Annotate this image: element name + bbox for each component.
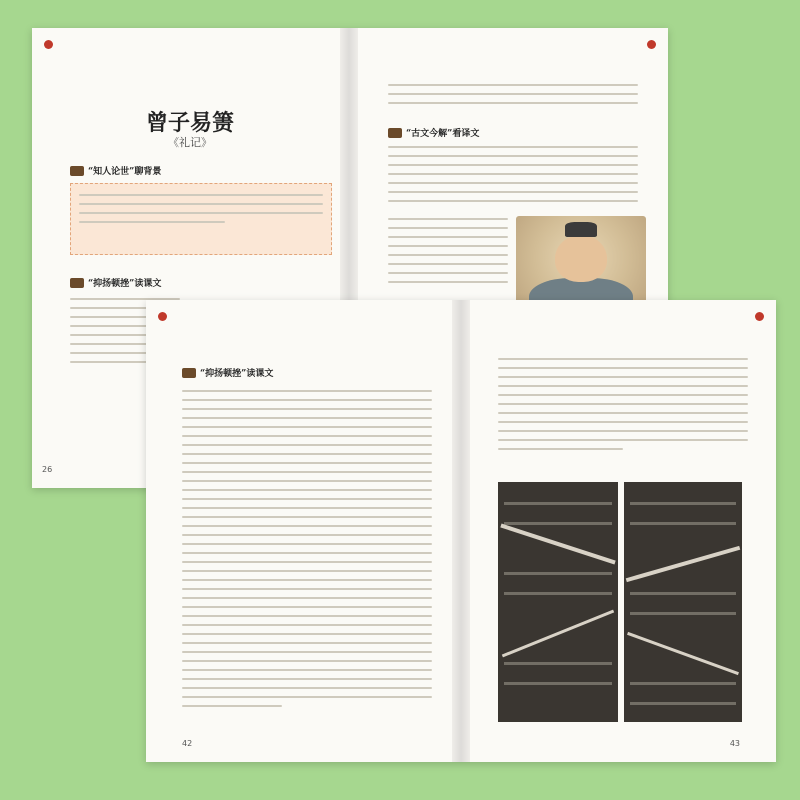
notes-text — [388, 84, 638, 111]
section-heading: “抑扬顿挫”读课文 — [70, 276, 161, 289]
running-header — [44, 40, 53, 49]
seal-icon — [44, 40, 53, 49]
inkstone-icon — [70, 278, 84, 288]
translation-text — [388, 218, 508, 290]
translation-text — [388, 146, 638, 209]
front-book-spread — [146, 300, 776, 762]
page-number: 26 — [42, 465, 53, 474]
intro-box — [70, 183, 332, 255]
page-number: 42 — [182, 739, 193, 748]
page-title: 曾子易箦 — [145, 110, 234, 136]
inkstone-icon — [182, 368, 196, 378]
section-heading: “古文今解”看译文 — [388, 126, 479, 139]
inkstone-icon — [388, 128, 402, 138]
inkstone-icon — [70, 166, 84, 176]
front-right-page — [462, 300, 776, 762]
body-text — [498, 358, 748, 457]
body-text — [182, 390, 432, 714]
running-header — [755, 312, 764, 321]
page-subtitle: 《礼记》 — [168, 136, 212, 149]
seal-icon — [755, 312, 764, 321]
seal-icon — [158, 312, 167, 321]
section-heading: “知人论世”聊背景 — [70, 164, 161, 177]
front-left-page — [146, 300, 460, 762]
page-number: 43 — [729, 739, 740, 748]
running-header — [158, 312, 167, 321]
seal-icon — [647, 40, 656, 49]
section-heading: “抑扬顿挫”读课文 — [182, 366, 273, 379]
stele-rubbing-icon — [498, 482, 618, 722]
stele-rubbing-icon — [624, 482, 742, 722]
running-header — [647, 40, 656, 49]
